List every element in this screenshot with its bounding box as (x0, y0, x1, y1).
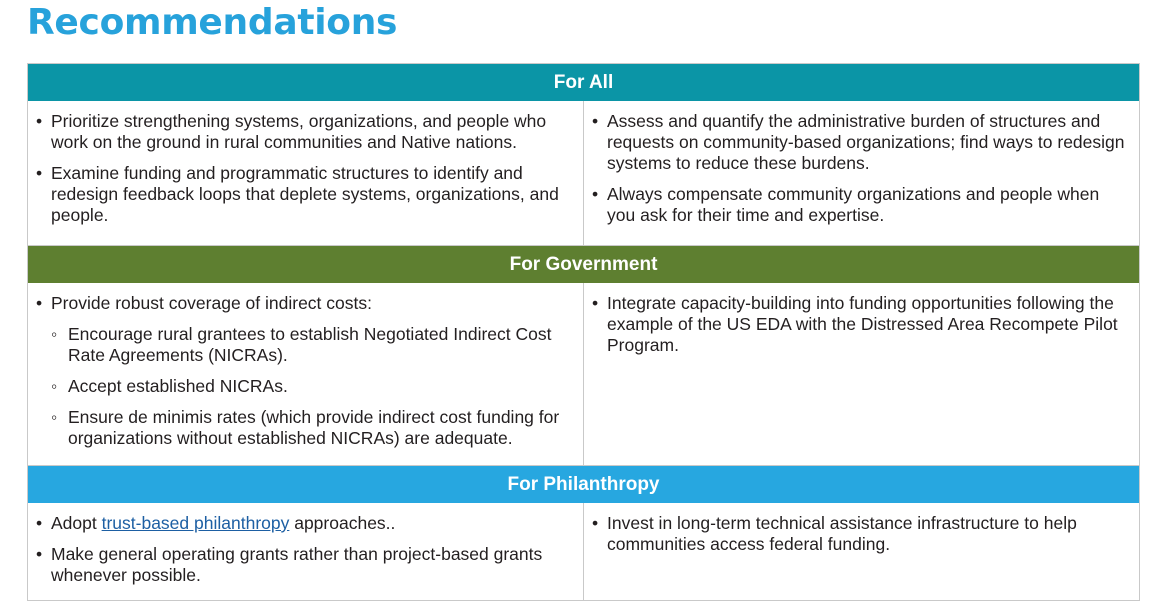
recommendations-table (27, 63, 1140, 601)
section-header-for-all: For All (28, 64, 1139, 101)
bullet-item: • Make general operating grants rather than project-based grants whenever possible. (34, 544, 571, 586)
for-all-right-cell (584, 101, 1139, 245)
sub-bullet-item: ◦ Ensure de minimis rates (which provide indirect cost funding for organizations without established NICRAs) are adequate. (34, 407, 571, 449)
bullet-text: Adopt (51, 513, 102, 533)
section-row-for-government (28, 283, 1139, 466)
for-all-left-cell (28, 101, 584, 245)
bullet-item: • Examine funding and programmatic structures to identify and redesign feedback loops that deplete systems, organizations, and people. (34, 163, 571, 226)
trust-based-philanthropy-link[interactable]: trust-based philanthropy (101, 513, 290, 533)
section-row-for-all (28, 101, 1139, 246)
sub-bullet-item: ◦ Encourage rural grantees to establish Negotiated Indirect Cost Rate Agreements (NICRAs). (34, 324, 571, 366)
bullet-item: • Invest in long-term technical assistance infrastructure to help communities access federal funding. (590, 513, 1127, 555)
sub-bullet-item: ◦ Accept established NICRAs. (34, 376, 571, 397)
bullet-item (34, 513, 571, 534)
bullet-item: • Assess and quantify the administrative burden of structures and requests on community-based organizations; find ways to redesign systems to reduce these burdens. (590, 111, 1127, 174)
bullet-item: • Prioritize strengthening systems, organizations, and people who work on the ground in rural communities and Native nations. (34, 111, 571, 153)
section-row-for-philanthropy (28, 503, 1139, 600)
bullet-text: approaches.. (289, 513, 396, 533)
for-government-left-cell (28, 283, 584, 465)
for-philanthropy-right-cell (584, 503, 1139, 600)
page-title: Recommendations (27, 2, 398, 43)
bullet-item: • Integrate capacity-building into funding opportunities following the example of the US EDA with the Distressed Area Recompete Pilot Program. (590, 293, 1127, 356)
bullet-item: • Provide robust coverage of indirect costs: (34, 293, 571, 314)
for-government-right-cell (584, 283, 1139, 465)
section-header-for-philanthropy: For Philanthropy (28, 466, 1139, 503)
section-header-for-government: For Government (28, 246, 1139, 283)
for-philanthropy-left-cell (28, 503, 584, 600)
bullet-item: • Always compensate community organizations and people when you ask for their time and expertise. (590, 184, 1127, 226)
